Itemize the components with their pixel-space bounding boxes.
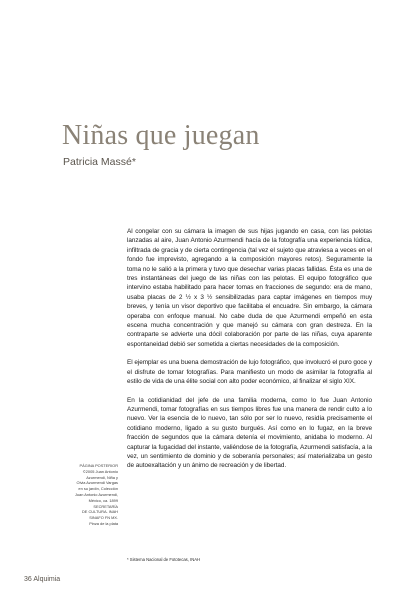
article-body [127,227,372,480]
caption-line: Azurmendi, Niña y [86,474,118,480]
article-title: Niñas que juegan [62,120,260,151]
caption-line: SINAFO FN MX. [89,515,118,521]
caption-line: en su jardín, Colección [78,486,118,492]
caption-line: Olvia Azurmendi Vargas [76,480,118,486]
body-paragraph-1: Al congelar con su cámara la imagen de sus hijas jugando en casa, con las pelotas lanzadas al aire, Juan Antonio Azurmendi hacía de la fotografía una experiencia lúdica, infiltrada de gracia y de cierta contingencia (tal vez el sujeto que atraviesa a veces en el fondo fue imprevisto, agregando a la composición mayores retos). Seguramente la toma no le salió a la primera y tuvo que desechar varias placas fallidas. Ésta es una de tres instantáneas del juego de las niñas con las pelotas. El equipo fotográfico que intervino estaba habilitado para hacer tomas en fracciones de segundo: era de mano, usaba placas de 2 ½ x 3 ½ sensibilizadas para captar imágenes en tiempos muy breves, y tenía un visor deportivo que facilitaba el encuadre. Sin embargo, la cámara operaba con enfoque manual. No cabe duda de que Azurmendi empeñó en esta escena mucha concentración y que manejó su cámara con gran destreza. En la contraparte se advierte una dócil colaboración por parte de las niñas, cuya aparente espontaneidad debió ser sometida a ciertas necesidades de la composición. [127,228,372,348]
page-folio: 36 Alquimia [24,576,61,583]
caption-line: Pinza de la plata [89,520,118,526]
body-paragraph-3: En la cotidianidad del jefe de una familia moderna, como lo fue Juan Antonio Azurmendi, tomar fotografías en sus tiempos libres fue una manera de rendir culto a lo nuevo. Ver la esencia de lo nuevo, tan sólo por ser lo nuevo, residía precisamente el cotidiano moderno, ligado a su gusto burgués. Así como en lo fugaz, en la breve fracción de segundos que la cámara detenía el movimiento, anidaba lo moderno. Al capturar la fugacidad del instante, valiéndose de la fotografía, Azurmendi satisfacía, a la vez, un sentimiento de dominio y de soberanía personales; así materializaba un gesto de autoexaltación y un ánimo de recreación y de libertad. [127,396,372,470]
article-author: Patricia Massé* [63,156,136,168]
caption-line: DE CULTURA. INAH [81,509,118,515]
caption-line: México, ca. 1899 [88,497,118,503]
author-footnote: * Sistema Nacional de Fototecas, INAH [127,557,201,562]
caption-line: ©2005 Juan Antonio [82,468,118,474]
caption-line: SECRETARÍA [93,503,118,509]
caption-line: Juan Antonio Azurmendi, [74,491,118,497]
photo-caption [62,463,118,527]
body-paragraph-2: El ejemplar es una buena demostración de lujo fotográfico, que involucró el puro goce y el disfrute de tomar fotografías. Para manifiesto un modo de asimilar la fotografía al estilo de vida de una élite social con alto poder económico, al finalizar el siglo XIX. [127,359,372,386]
caption-line: PÁGINA POSTERIOR [79,463,118,468]
